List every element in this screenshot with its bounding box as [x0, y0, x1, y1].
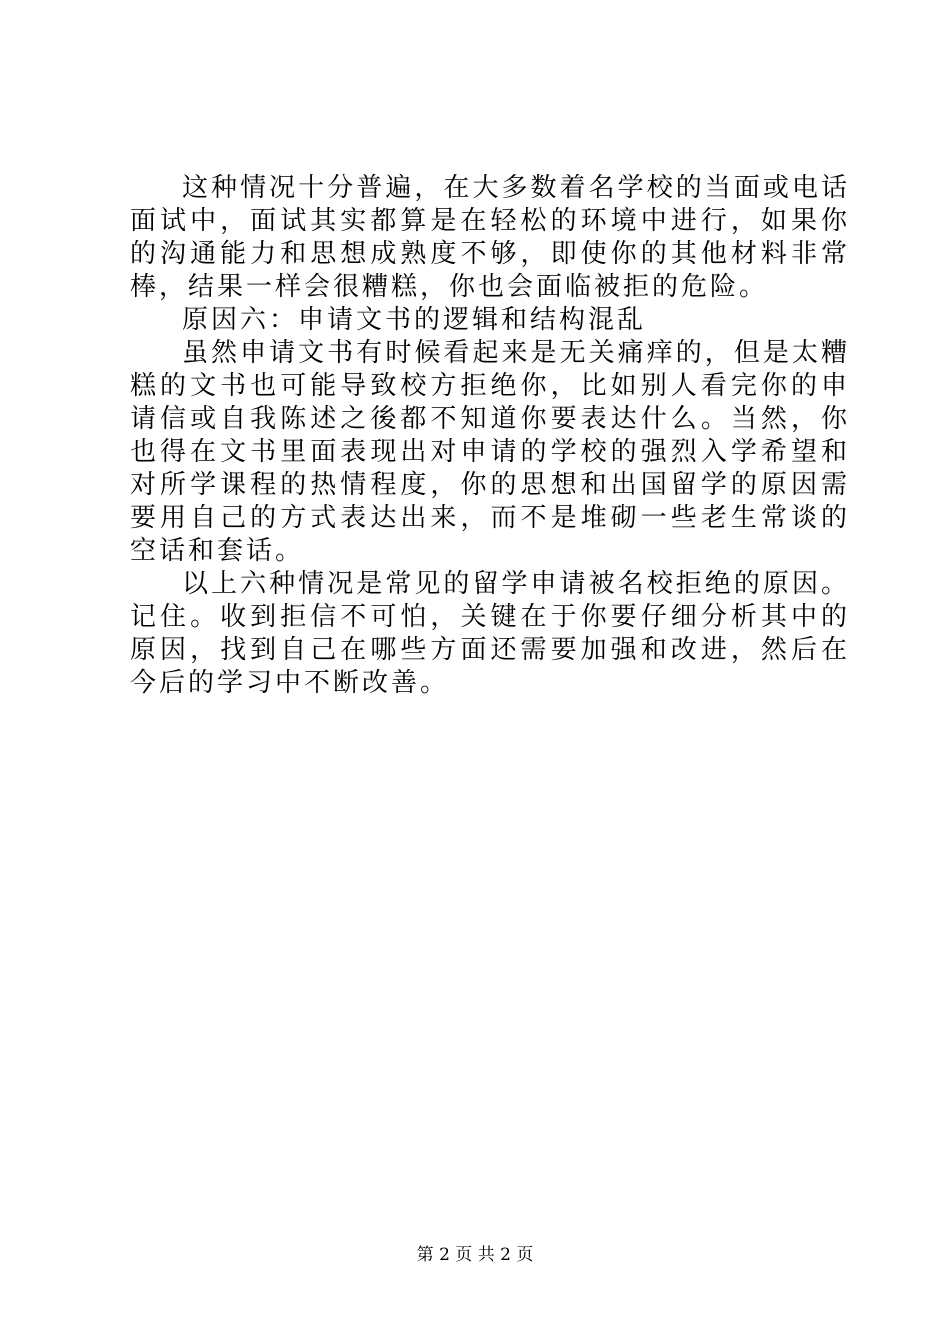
- document-body: [130, 172, 850, 700]
- page-number-footer: 第 2 页 共 2 页: [416, 1245, 534, 1265]
- paragraph-interview: 这种情况十分普遍，在大多数着名学校的当面或电话面试中，面试其实都算是在轻松的环境中进行，如果你的沟通能力和思想成熟度不够，即使你的其他材料非常棒，结果一样会很糟糕，你也会面临被拒的危险。: [130, 173, 850, 302]
- paragraph-conclusion: 以上六种情况是常见的留学申请被名校拒绝的原因。记住。收到拒信不可怕，关键在于你要仔细分析其中的原因，找到自己在哪些方面还需要加强和改进，然后在今后的学习中不断改善。: [130, 569, 850, 698]
- paragraph-essay: 虽然申请文书有时候看起来是无关痛痒的，但是太糟糕的文书也可能导致校方拒绝你，比如别人看完你的申请信或自我陈述之後都不知道你要表达什么。当然，你也得在文书里面表现出对申请的学校的强烈入学希望和对所学课程的热情程度，你的思想和出国留学的原因需要用自己的方式表达出来，而不是堆砌一些老生常谈的空话和套话。: [130, 338, 850, 566]
- paragraph-reason-six-heading: 原因六：申请文书的逻辑和结构混乱: [182, 305, 647, 335]
